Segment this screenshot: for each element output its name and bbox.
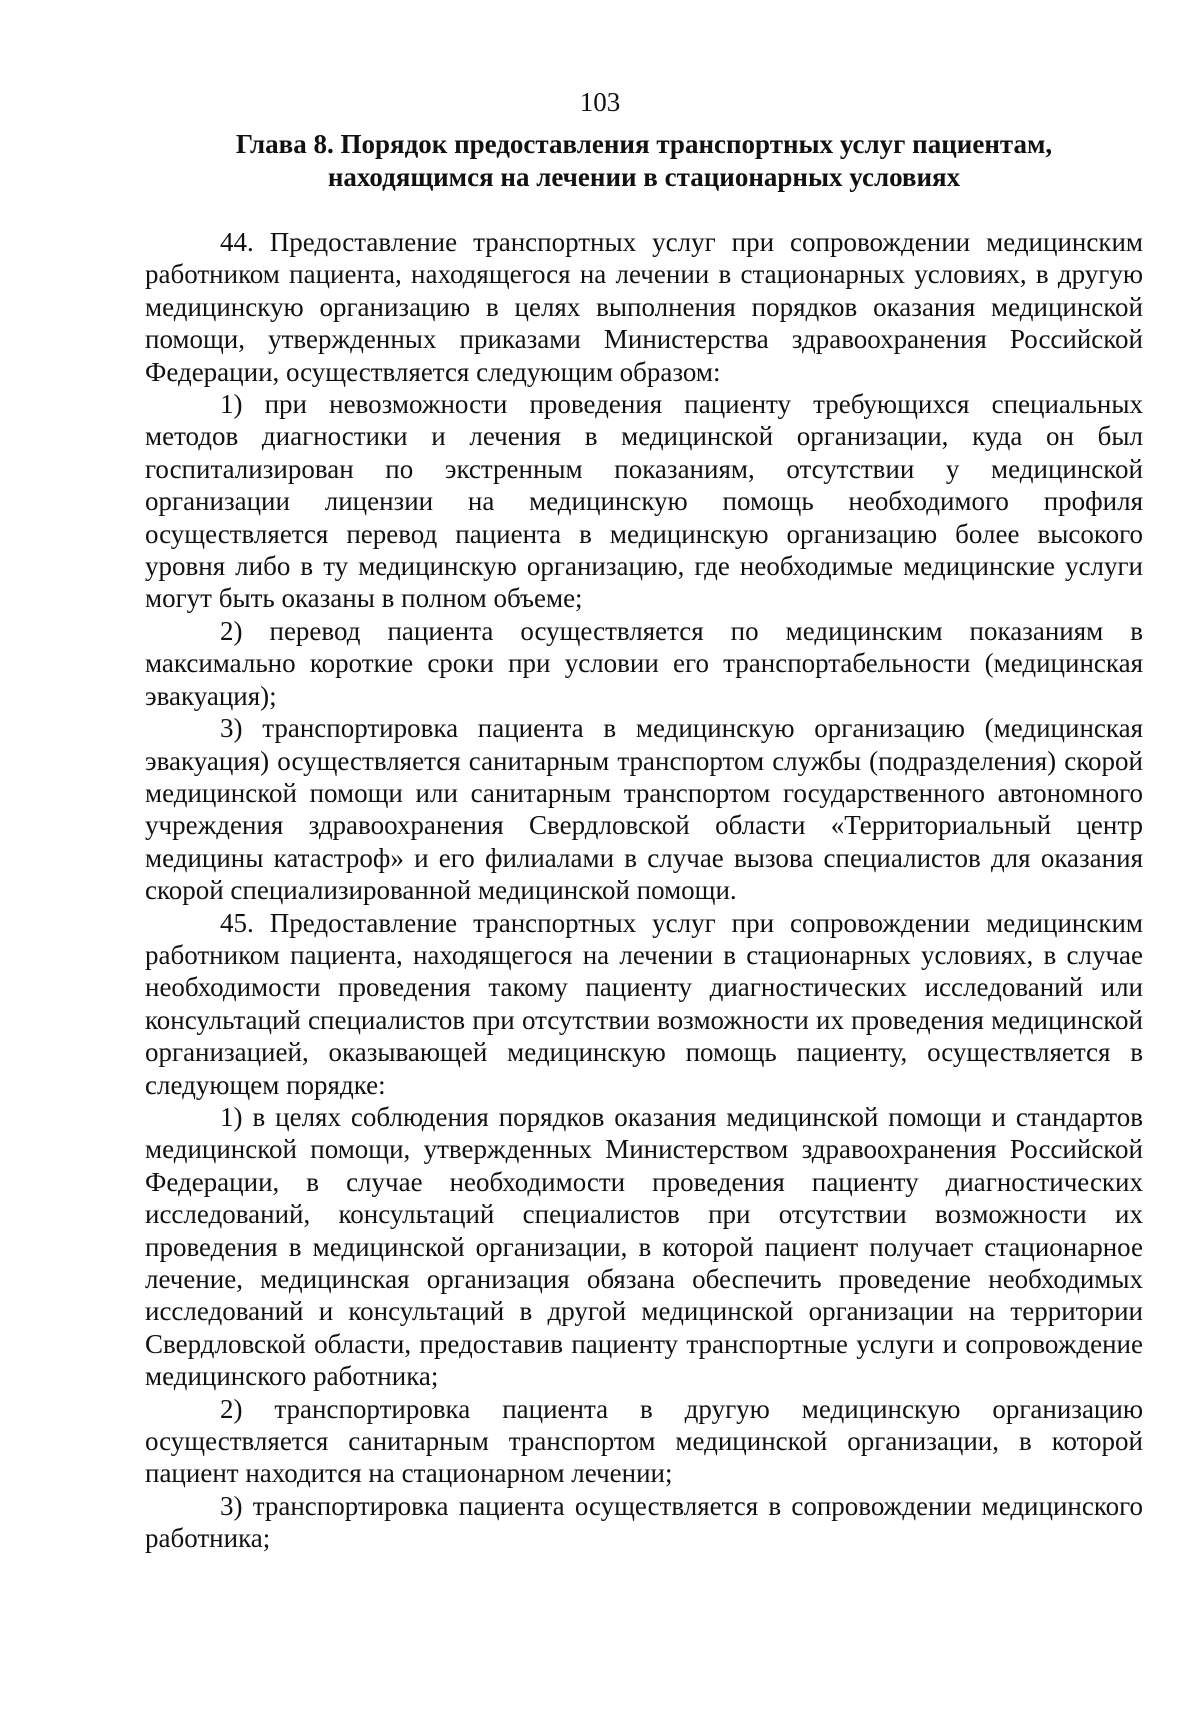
paragraph-45-item-2: 2) транспортировка пациента в другую медицинскую организацию осуществляется санитарным транспортом медицинской организации, в которой пациент находится на стационарном лечении; (145, 1393, 1143, 1489)
chapter-title (140, 128, 1148, 194)
paragraph-44: 44. Предоставление транспортных услуг при сопровождении медицинским работником пациента, находящегося на лечении в стационарных условиях, в другую медицинскую организацию в целях выполнения порядков оказания медицинской помощи, утвержденных приказами Министерства здравоохранения Российской Федерации, осуществляется следующим образом: (145, 227, 1143, 387)
paragraph-45-item-1: 1) в целях соблюдения порядков оказания медицинской помощи и стандартов медицинской помощи, утвержденных Министерством здравоохранения Российской Федерации, в случае необходимости проведения пациенту диагностических исследований, консультаций специалистов при отсутствии возможности их проведения в медицинской организации, в которой пациент получает стационарное лечение, медицинская организация обязана обеспечить проведение необходимых исследований и консультаций в другой медицинской организации на территории Свердловской области, предоставив пациенту транспортные услуги и сопровождение медицинского работника; (145, 1101, 1143, 1392)
chapter-title-line-1: Глава 8. Порядок предоставления транспортных услуг пациентам, (235, 129, 1053, 159)
chapter-title-line-2: находящимся на лечении в стационарных условиях (327, 162, 961, 192)
paragraph-44-item-2: 2) перевод пациента осуществляется по медицинским показаниям в максимально короткие сроки при условии его транспортабельности (медицинская эвакуация); (145, 615, 1143, 711)
paragraph-44-item-1: 1) при невозможности проведения пациенту требующихся специальных методов диагностики и лечения в медицинской организации, куда он был госпитализирован по экстренным показаниям, отсутствии у медицинской организации лицензии на медицинскую помощь необходимого профиля осуществляется перевод пациента в медицинскую организацию более высокого уровня либо в ту медицинскую организацию, где необходимые медицинские услуги могут быть оказаны в полном объеме; (145, 389, 1143, 614)
paragraph-44-item-3: 3) транспортировка пациента в медицинскую организацию (медицинская эвакуация) осуществляется санитарным транспортом службы (подразделения) скорой медицинской помощи или санитарным транспортом государственного автономного учреждения здравоохранения Свердловской области «Территориальный центр медицины катастроф» и его филиалами в случае вызова специалистов для оказания скорой специализированной медицинской помощи. (145, 713, 1143, 906)
document-body (145, 226, 1143, 1555)
paragraph-45-item-3: 3) транспортировка пациента осуществляется в сопровождении медицинского работника; (145, 1490, 1143, 1554)
page-number: 103 (579, 87, 621, 117)
paragraph-45: 45. Предоставление транспортных услуг при сопровождении медицинским работником пациента, находящегося на лечении в стационарных условиях, в случае необходимости проведения такому пациенту диагностических исследований или консультаций специалистов при отсутствии возможности их проведения медицинской организацией, оказывающей медицинскую помощь пациенту, осуществляется в следующем порядке: (145, 907, 1143, 1100)
